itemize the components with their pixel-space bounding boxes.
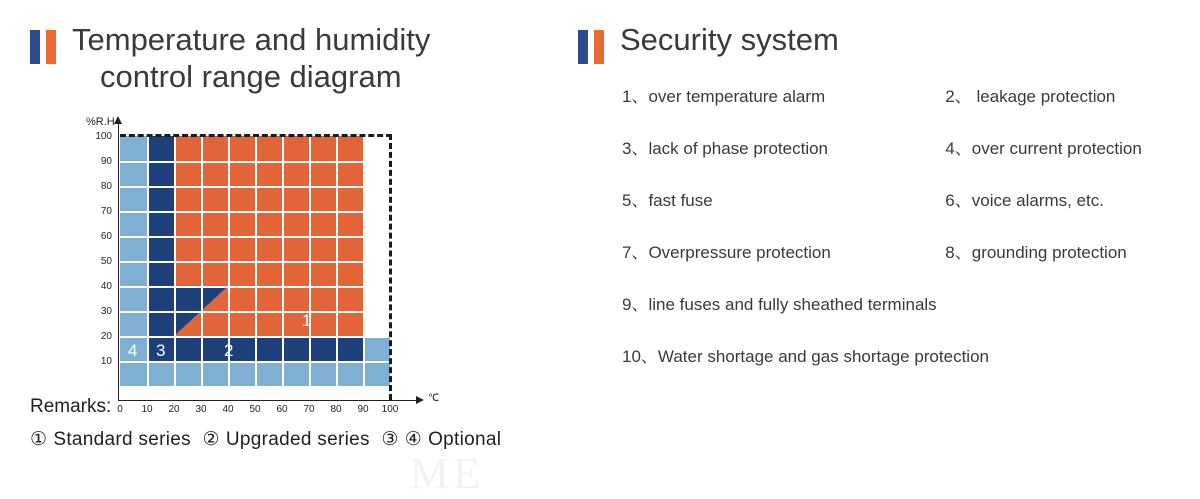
y-tick-10: 10: [100, 356, 112, 367]
right-panel: [578, 22, 1188, 64]
security-feature-list: [600, 82, 1200, 394]
x-tick-100: 100: [381, 404, 399, 415]
remarks-label: Remarks:: [30, 396, 112, 417]
y-tick-60: 60: [100, 231, 112, 242]
y-tick-80: 80: [100, 181, 112, 192]
gridline-h: [120, 236, 390, 238]
x-tick-0: 0: [117, 404, 123, 415]
list-item: 10、Water shortage and gas shortage protection: [622, 347, 989, 366]
list-item: 5、fast fuse: [622, 191, 713, 210]
list-item: 7、Overpressure protection: [622, 243, 831, 262]
chart-plot-area: [120, 136, 390, 386]
y-axis-label: %R.H: [86, 116, 115, 128]
list-item: 9、line fuses and fully sheathed terminals: [622, 295, 937, 314]
list-item: 8、grounding protection: [945, 243, 1127, 262]
x-axis-line: [118, 400, 418, 401]
gridline-h: [120, 261, 390, 263]
legend-mark-4: ④: [404, 429, 423, 450]
y-tick-70: 70: [100, 206, 112, 217]
left-title-line1: Temperature and humidity: [72, 22, 431, 57]
gridline-h: [120, 336, 390, 338]
watermark-text: ME: [410, 449, 484, 498]
gridline-h: [120, 361, 390, 363]
accent-bar-blue-icon: [578, 30, 588, 64]
legend-mark-3: ③: [381, 429, 399, 450]
gridline-h: [120, 211, 390, 213]
legend-text-1: Standard series: [53, 429, 191, 450]
list-item: 4、over current protection: [945, 139, 1142, 158]
y-axis-arrow-icon: [114, 116, 122, 124]
x-tick-90: 90: [357, 404, 369, 415]
list-item: 2、 leakage protection: [945, 87, 1116, 106]
list-item: 1、over temperature alarm: [622, 87, 826, 106]
region-label-4: 4: [128, 341, 138, 360]
list-item: 6、voice alarms, etc.: [945, 191, 1105, 210]
legend-mark-1: ①: [30, 429, 48, 450]
list-row: [600, 82, 1200, 107]
gridline-h: [120, 311, 390, 313]
boundary-dash-top: [120, 134, 392, 137]
y-tick-40: 40: [100, 281, 112, 292]
x-tick-60: 60: [276, 404, 288, 415]
region-label-3: 3: [156, 341, 166, 360]
list-row: [600, 238, 1200, 263]
accent-bars-left: [30, 30, 56, 64]
left-title-line2: control range diagram: [100, 58, 402, 94]
y-tick-100: 100: [95, 131, 112, 142]
gridline-h: [120, 286, 390, 288]
list-row: [600, 186, 1200, 211]
gridline-h: [120, 161, 390, 163]
x-axis-arrow-icon: [416, 396, 424, 404]
right-title: Security system: [620, 22, 839, 57]
y-tick-50: 50: [100, 256, 112, 267]
boundary-dash-right: [389, 134, 392, 400]
accent-bar-orange-icon: [46, 30, 56, 64]
y-tick-20: 20: [100, 331, 112, 342]
accent-bars-right: [578, 30, 604, 64]
accent-bar-blue-icon: [30, 30, 40, 64]
x-tick-20: 20: [168, 404, 180, 415]
gridline-h: [120, 186, 390, 188]
x-tick-40: 40: [222, 404, 234, 415]
x-tick-50: 50: [249, 404, 261, 415]
list-item: 3、lack of phase protection: [622, 139, 829, 158]
left-panel: [30, 22, 590, 95]
legend-text-2: Upgraded series: [225, 429, 370, 450]
x-axis-label: ℃: [428, 393, 440, 404]
left-heading: [30, 22, 590, 95]
x-tick-10: 10: [141, 404, 153, 415]
left-title: [72, 22, 430, 95]
region-label-2: 2: [224, 341, 234, 360]
accent-bar-orange-icon: [594, 30, 604, 64]
region-label-1: 1: [302, 311, 312, 330]
x-tick-80: 80: [330, 404, 342, 415]
temp-humidity-chart: [30, 108, 450, 418]
list-row: [600, 290, 1200, 315]
right-heading: [578, 22, 1188, 64]
y-axis-line: [118, 124, 119, 400]
y-tick-30: 30: [100, 306, 112, 317]
x-tick-70: 70: [303, 404, 315, 415]
list-row: [600, 134, 1200, 159]
x-tick-30: 30: [195, 404, 207, 415]
legend-mark-2: ②: [202, 429, 220, 450]
y-tick-90: 90: [100, 156, 112, 167]
legend-text-3: Optional: [428, 429, 502, 450]
list-row: [600, 342, 1200, 367]
